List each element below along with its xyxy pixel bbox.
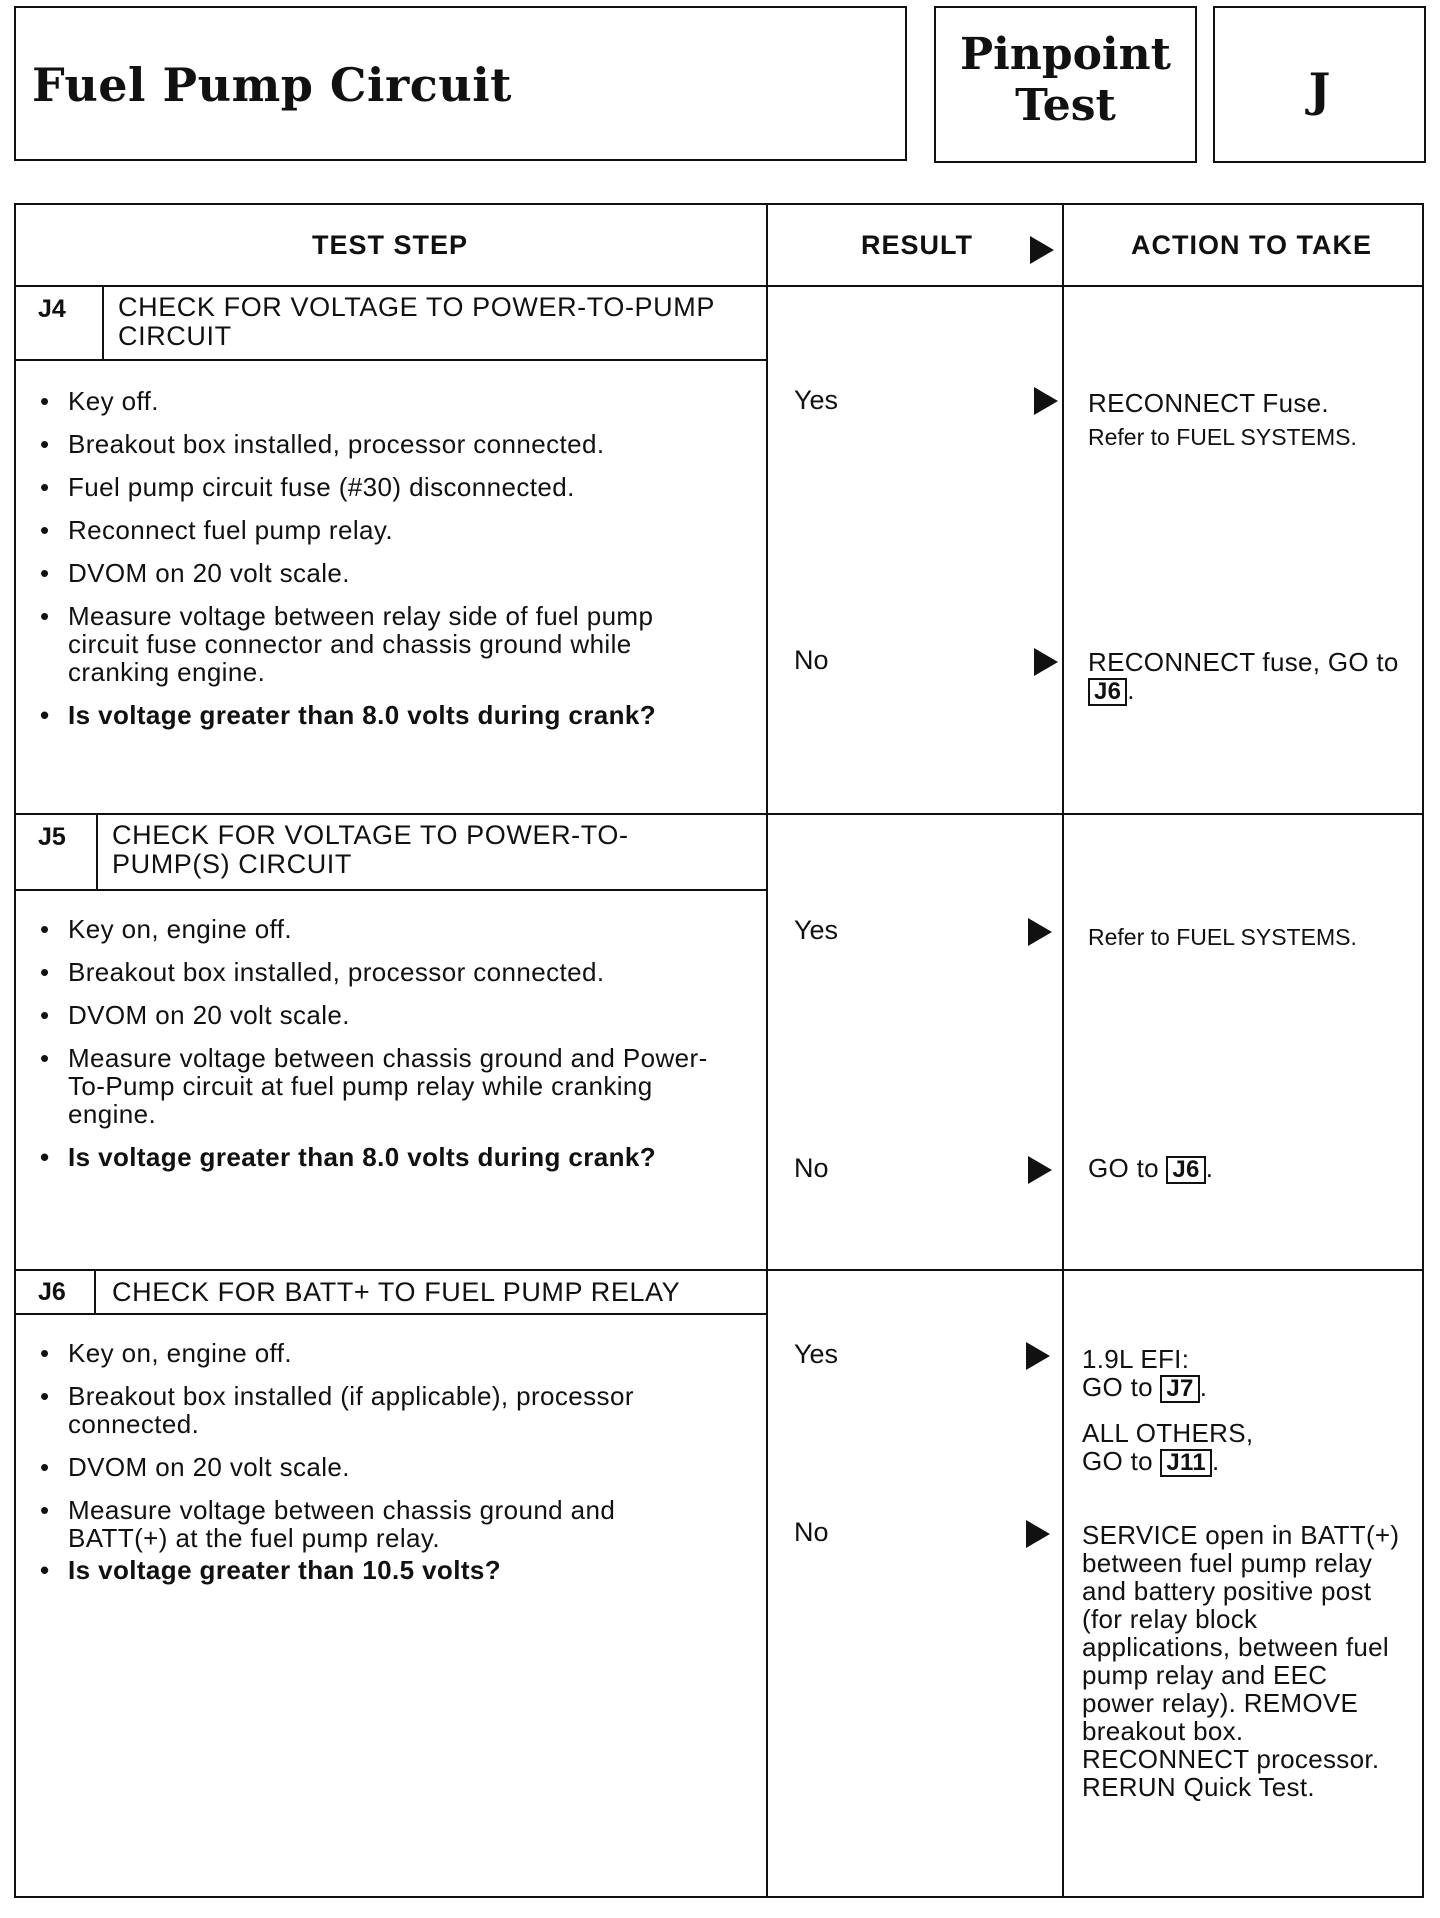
action-text: RECONNECT fuse, GO to: [1088, 647, 1399, 677]
step-id: J5: [38, 823, 66, 851]
header-divider: [16, 285, 1422, 287]
arrow-icon: [1028, 1156, 1052, 1184]
action-line: [1082, 1373, 1412, 1403]
step-id: J4: [38, 295, 66, 323]
action-yes: [1082, 1345, 1412, 1477]
action-end: .: [1199, 1372, 1208, 1402]
action-line: [1082, 1447, 1412, 1477]
action-yes: [1088, 389, 1418, 451]
column-divider: [766, 205, 768, 1896]
list-item: • Measure voltage between chassis ground and BATT(+) at the fuel pump relay.: [38, 1496, 708, 1552]
list-item: • Measure voltage between relay side of fuel pump circuit fuse connector and chassis ground while cranking engine.: [38, 602, 708, 686]
step-title-divider: [16, 889, 766, 891]
test-letter: J: [1308, 63, 1331, 117]
step-id-divider: [94, 1269, 96, 1315]
arrow-icon: [1030, 236, 1054, 264]
list-item: • Breakout box installed, processor connected.: [38, 958, 758, 986]
step-reference: J11: [1160, 1449, 1212, 1477]
list-item: • Fuel pump circuit fuse (#30) disconnected.: [38, 473, 758, 501]
action-end: .: [1212, 1446, 1220, 1476]
list-item: • Key on, engine off.: [38, 1339, 758, 1367]
test-table: [14, 203, 1424, 1898]
action-text: RECONNECT Fuse.: [1088, 388, 1329, 418]
column-header-test-step: TEST STEP: [312, 230, 469, 260]
result-no: No: [794, 1153, 829, 1183]
list-item: • Breakout box installed (if applicable), processor connected.: [38, 1382, 708, 1438]
action-text: 1.9L EFI:: [1082, 1344, 1190, 1374]
list-item: • Reconnect fuel pump relay.: [38, 516, 758, 544]
step-id: J6: [38, 1278, 66, 1306]
column-divider: [1062, 205, 1064, 1896]
list-item: • Key on, engine off.: [38, 915, 758, 943]
step-title-divider: [16, 1313, 766, 1315]
arrow-icon: [1028, 918, 1052, 946]
list-item: • Key off.: [38, 387, 758, 415]
result-yes: Yes: [794, 915, 839, 945]
step-bullets: [38, 387, 758, 729]
test-letter-box: [1213, 6, 1426, 163]
step-bullets: [38, 915, 758, 1171]
step-reference: J6: [1166, 1156, 1205, 1184]
step-bullets: [38, 1339, 758, 1584]
row-divider: [16, 813, 1422, 815]
arrow-icon: [1026, 1520, 1050, 1548]
step-title: CHECK FOR BATT+ TO FUEL PUMP RELAY: [112, 1277, 681, 1307]
action-text: ALL OTHERS,: [1082, 1418, 1254, 1448]
list-item: • Breakout box installed, processor connected.: [38, 430, 758, 458]
result-yes: Yes: [794, 385, 839, 415]
action-note: Refer to FUEL SYSTEMS.: [1088, 924, 1357, 950]
action-note: Refer to FUEL SYSTEMS.: [1088, 424, 1357, 450]
arrow-icon: [1034, 387, 1058, 415]
step-title-divider: [16, 359, 766, 361]
action-text: GO to: [1088, 1153, 1159, 1183]
action-text: GO to: [1082, 1372, 1153, 1402]
step-title: CHECK FOR VOLTAGE TO POWER-TO-PUMP(S) CIRCUIT: [112, 820, 629, 879]
result-no: No: [794, 645, 829, 675]
row-divider: [16, 1269, 1422, 1271]
action-end: .: [1127, 675, 1135, 705]
list-item: • DVOM on 20 volt scale.: [38, 1001, 758, 1029]
action-no: SERVICE open in BATT(+) between fuel pump relay and battery positive post (for relay block applications, between fuel pump relay and EEC power relay). REMOVE breakout box. RECONNECT processor. RERUN Quick Test.: [1082, 1520, 1400, 1802]
step-id-divider: [96, 813, 98, 891]
list-item: • Is voltage greater than 8.0 volts during crank?: [38, 1143, 758, 1171]
title-box: [14, 6, 907, 161]
column-header-result: RESULT: [861, 230, 973, 260]
action-text: GO to: [1082, 1446, 1153, 1476]
step-reference: J6: [1088, 678, 1127, 706]
action-end: .: [1205, 1153, 1214, 1183]
list-item: • DVOM on 20 volt scale.: [38, 1453, 758, 1481]
pinpoint-test-label: Pinpoint Test: [960, 29, 1171, 131]
list-item: • Is voltage greater than 10.5 volts?: [38, 1556, 758, 1584]
action-no: [1088, 1154, 1418, 1184]
result-yes: Yes: [794, 1339, 839, 1369]
list-item: • Measure voltage between chassis ground and Power-To-Pump circuit at fuel pump relay while cranking engine.: [38, 1044, 708, 1128]
step-id-divider: [102, 285, 104, 361]
result-no: No: [794, 1517, 829, 1547]
list-item: • DVOM on 20 volt scale.: [38, 559, 758, 587]
action-no: [1088, 648, 1408, 706]
pinpoint-test-box: [934, 6, 1197, 163]
column-header-action: ACTION TO TAKE: [1131, 230, 1372, 260]
page-title: Fuel Pump Circuit: [32, 58, 512, 112]
arrow-icon: [1026, 1342, 1050, 1370]
step-title: CHECK FOR VOLTAGE TO POWER-TO-PUMP CIRCUIT: [118, 292, 715, 351]
arrow-icon: [1034, 648, 1058, 676]
step-reference: J7: [1160, 1375, 1199, 1403]
list-item: • Is voltage greater than 8.0 volts during crank?: [38, 701, 758, 729]
